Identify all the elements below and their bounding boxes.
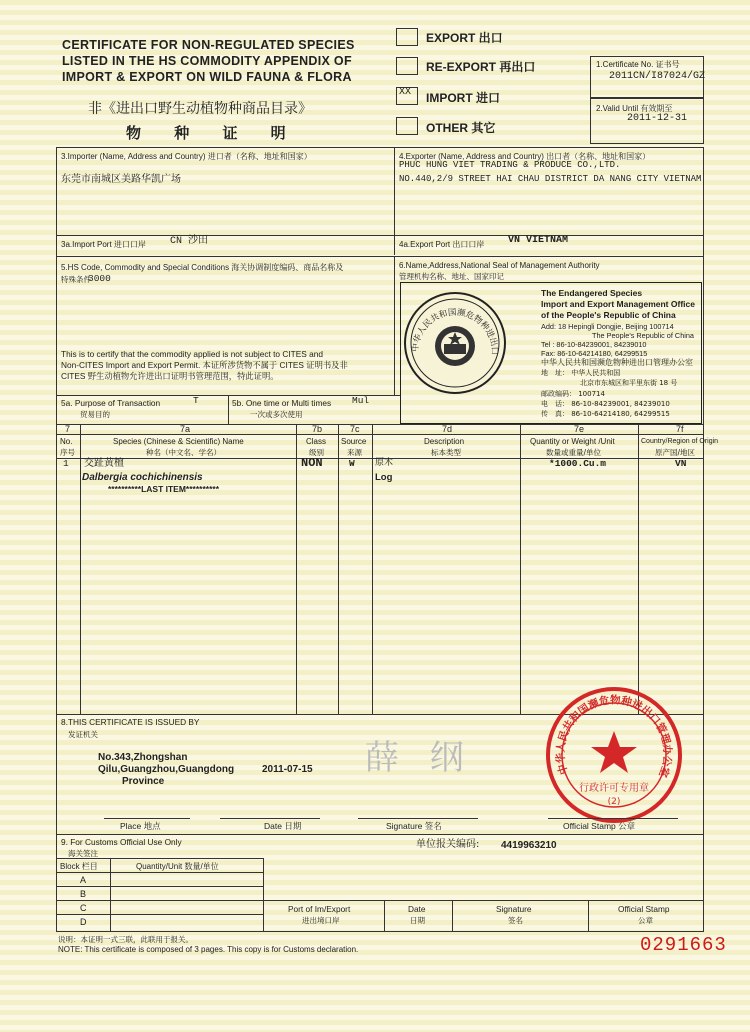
row-description: Log [375, 472, 393, 483]
authority-tel-zh: 电 话： 86-10-84239001, 84239010 [541, 400, 670, 408]
col-num-7f: 7f [676, 424, 684, 434]
divider [56, 256, 704, 257]
title-line-3: IMPORT & EXPORT ON WILD FAUNA & FLORA [62, 70, 352, 84]
other-label: OTHER 其它 [426, 121, 496, 135]
national-seal-graphic [406, 294, 504, 392]
customs-stamp-label: Official Stamp [618, 904, 670, 914]
block-a: A [80, 875, 87, 885]
header-origin-zh: 原产国/地区 [655, 448, 696, 457]
divider [296, 424, 297, 714]
header-species-zh: 种名（中文名、学名） [146, 448, 221, 457]
issued-label: 8.THIS CERTIFICATE IS ISSUED BY [61, 717, 200, 727]
authority-name-2: Import and Export Management Office [541, 299, 695, 309]
other-checkbox[interactable] [396, 117, 418, 135]
issue-date: 2011-07-15 [262, 764, 313, 775]
header-source: Source [341, 437, 367, 446]
divider [56, 834, 704, 835]
title-line-2: LISTED IN THE HS COMMODITY APPENDIX OF [62, 54, 352, 68]
divider [104, 818, 190, 819]
block-b: B [80, 889, 87, 899]
port-label-zh: 进出境口岸 [302, 916, 340, 925]
exporter-name: PHUC HUNG VIET TRADING & PRODUCE CO.,LTD. [399, 160, 621, 170]
signature-mark: 薛 纲 [365, 738, 474, 778]
stamp-number: (2) [607, 797, 621, 807]
header-species: Species (Chinese & Scientific) Name [113, 437, 244, 446]
official-stamp-graphic [550, 691, 678, 819]
divider [56, 900, 264, 901]
divider [394, 256, 395, 395]
purpose-label-zh: 贸易目的 [80, 410, 110, 419]
footer-note: NOTE: This certificate is composed of 3 pages. This copy is for Customs declaration. [58, 945, 359, 954]
header-class: Class [306, 437, 327, 446]
authority-fax: Fax: 86-10-64214180, 64299515 [541, 349, 648, 358]
valid-until-value: 2011-12-31 [627, 113, 688, 124]
authority-name-zh: 中华人民共和国濒危物种进出口管理办公室 [541, 358, 693, 367]
hs-code-label-2: 特殊条件 [61, 275, 91, 284]
divider [548, 818, 678, 819]
divider [80, 424, 81, 714]
header-quantity-zh: 数量或重量/单位 [546, 448, 602, 457]
header-no: No. [60, 437, 73, 446]
purpose-value: T [193, 395, 199, 406]
row-origin: VN [675, 458, 687, 469]
exporter-label: 4.Exporter (Name, Address and Country) 出口者（名称、地址和国家） [399, 152, 651, 161]
authority-addr-zh-2: 北京市东城区和平里东街 18 号 [580, 379, 678, 387]
divider [452, 900, 453, 932]
divider [338, 424, 339, 714]
divider [56, 434, 704, 435]
statement-line-3: CITES 野生动植物允许进出口证明书管理范围，特此证明。 [61, 371, 279, 381]
divider [394, 147, 395, 255]
issuer-address-3: Province [122, 776, 165, 787]
col-num-7a: 7a [180, 424, 191, 434]
authority-name-1: The Endangered Species [541, 288, 643, 298]
export-label: EXPORT 出口 [426, 31, 503, 45]
header-origin: Country/Region of Origin [641, 438, 719, 445]
header-class-zh: 级别 [309, 448, 324, 457]
cert-no-value: 2011CN/I87024/GZ [609, 71, 706, 82]
block-label: Block 栏目 [60, 862, 98, 871]
divider [110, 858, 111, 932]
export-port-label: 4a.Export Port 出口口岸 [399, 240, 485, 249]
serial-number: 0291663 [640, 934, 727, 956]
col-num-7d: 7d [442, 424, 453, 434]
block-c: C [80, 903, 87, 913]
divider [56, 914, 264, 915]
signature-label: Signature 签名 [386, 821, 442, 831]
customs-date-label: Date [408, 904, 426, 914]
authority-country: The People's Republic of China [592, 331, 694, 340]
customs-signature-label: Signature [496, 904, 532, 914]
stamp-text: 中华人民共和国濒危物种进出口管理办公室 [554, 694, 674, 779]
divider [56, 886, 264, 887]
header-no-zh: 序号 [60, 448, 75, 457]
purpose-label: 5a. Purpose of Transaction [61, 398, 161, 408]
cert-no-label: 1.Certificate No. 证书号 [596, 60, 680, 69]
reexport-label: RE-EXPORT 再出口 [426, 60, 536, 74]
divider [358, 818, 478, 819]
stamp-label: Official Stamp 公章 [563, 821, 636, 831]
hs-code-label: 5.HS Code, Commodity and Special Conditions 海关协调制度编码、商品名称及 [61, 263, 344, 272]
header-quantity: Quantity or Weight /Unit [530, 437, 615, 446]
authority-addr-zh-1: 地 址： 中华人民共和国 [541, 369, 621, 377]
authority-name-3: of the People's Republic of China [541, 310, 676, 320]
divider [638, 424, 639, 714]
export-checkbox[interactable] [396, 28, 418, 46]
divider [372, 424, 373, 714]
row-species-zh: 交趾黄檀 [84, 458, 124, 469]
exporter-address: NO.440,2/9 STREET HAI CHAU DISTRICT DA NANG CITY VIETNAM [399, 174, 702, 184]
header-description: Description [424, 437, 465, 446]
title-chinese-2: 物 种 证 明 [126, 124, 300, 142]
times-label: 5b. One time or Multi times [232, 398, 332, 408]
times-label-zh: 一次或多次使用 [250, 410, 303, 419]
row-description-zh: 原木 [375, 458, 394, 468]
row-last-item: **********LAST ITEM********** [108, 484, 220, 494]
stamp-center: 行政许可专用章 [579, 783, 649, 794]
customs-date-label-zh: 日期 [410, 916, 425, 925]
issued-label-zh: 发证机关 [68, 730, 98, 739]
hs-code-value: 3000 [88, 273, 111, 284]
col-num-7c: 7c [350, 424, 360, 434]
issuer-address-1: No.343,Zhongshan [98, 752, 188, 763]
customs-stamp-label-zh: 公章 [638, 916, 653, 925]
import-label: IMPORT 进口 [426, 91, 500, 105]
footer-note-zh: 说明：本证明一式三联，此联用于报关。 [58, 935, 193, 944]
authority-postcode: 邮政编码： 100714 [541, 390, 605, 398]
import-mark: XX [399, 87, 412, 98]
row-quantity: *1000.Cu.m [549, 458, 607, 469]
authority-address: Add: 18 Hepingli Dongjie, Beijing 100714 [541, 322, 674, 331]
national-seal-icon [404, 292, 506, 394]
statement-line-2: Non-CITES Import and Export Permit. 本证所涉货物不属于 CITES 证明书及非 [61, 360, 348, 370]
row-class: NON [301, 456, 323, 470]
title-chinese: 非《进出口野生动植物种商品目录》 [88, 101, 312, 117]
import-checkbox[interactable] [396, 87, 418, 105]
customs-signature-label-zh: 签名 [508, 916, 523, 925]
place-label: Place 地点 [120, 821, 161, 831]
divider [56, 235, 704, 236]
divider [384, 900, 385, 932]
authority-tel: Tel : 86-10-84239001, 84239010 [541, 340, 647, 349]
header-source-zh: 来源 [347, 448, 362, 457]
cert-no-box [590, 56, 704, 98]
issuer-address-2: Qilu,Guangzhou,Guangdong [98, 764, 235, 775]
importer-value: 东莞市南城区美路华凯广场 [61, 174, 181, 185]
export-port-value: VN VIETNAM [508, 235, 569, 246]
official-stamp-icon [546, 687, 682, 823]
reexport-checkbox[interactable] [396, 57, 418, 75]
authority-fax-zh: 传 真： 86-10-64214180, 64299515 [541, 410, 670, 418]
statement-line-1: This is to certify that the commodity applied is not subject to CITES and [61, 349, 323, 359]
valid-until-label: 2.Valid Until 有效期至 [596, 104, 673, 113]
import-port-label: 3a.Import Port 进口口岸 [61, 240, 146, 249]
title-line-1: CERTIFICATE FOR NON-REGULATED SPECIES [62, 38, 355, 52]
divider [264, 900, 704, 901]
divider [228, 395, 229, 424]
header-description-zh: 标本类型 [431, 448, 461, 457]
row-source: W [349, 458, 355, 469]
divider [56, 424, 704, 425]
col-num-7: 7 [65, 424, 71, 434]
quantity-label: Quantity/Unit 数量/单位 [136, 862, 219, 871]
unit-code-value: 4419963210 [501, 840, 557, 851]
valid-until-box [590, 98, 704, 144]
block-d: D [80, 917, 87, 927]
times-value: Mul [352, 395, 370, 406]
port-label: Port of Im/Export [288, 904, 351, 914]
col-num-7e: 7e [574, 424, 585, 434]
date-label: Date 日期 [264, 821, 302, 831]
seal-text: 中华人民共和国濒危物种进出口 [410, 307, 500, 356]
divider [56, 872, 264, 873]
import-port-value: CN 沙田 [170, 236, 209, 247]
divider [588, 900, 589, 932]
row-species-scientific: Dalbergia cochichinensis [82, 472, 203, 483]
customs-label-zh: 海关签注 [68, 849, 98, 858]
customs-label: 9. For Customs Official Use Only [61, 837, 182, 847]
unit-code-label: 单位报关编码: [416, 839, 480, 850]
authority-label-zh: 管理机构名称、地址、国家印记 [399, 272, 504, 281]
row-no: 1 [63, 458, 69, 469]
col-num-7b: 7b [312, 424, 323, 434]
authority-label: 6.Name,Address,National Seal of Management Authority [399, 261, 600, 270]
divider [520, 424, 521, 714]
importer-label: 3.Importer (Name, Address and Country) 进口者（名称、地址和国家） [61, 152, 312, 161]
divider [220, 818, 320, 819]
